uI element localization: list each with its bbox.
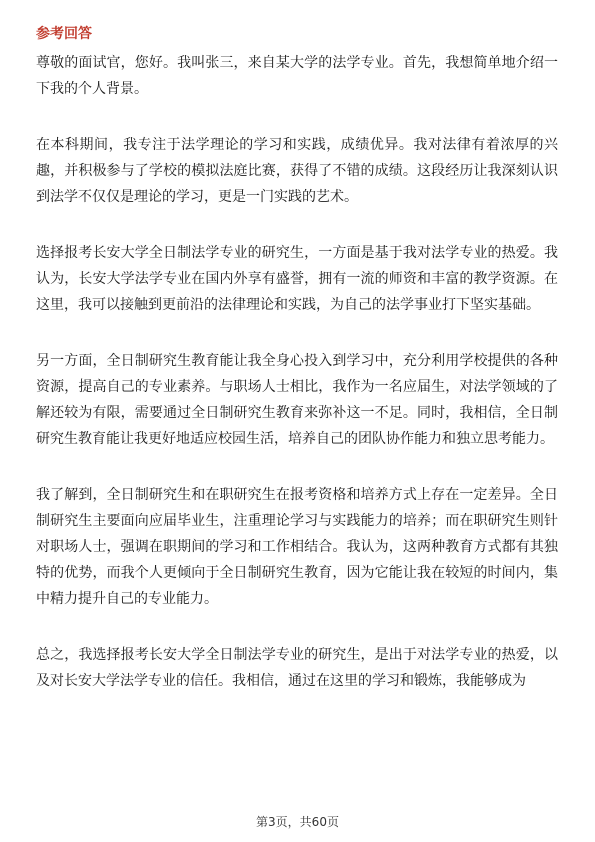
paragraph-conclusion: 总之，我选择报考长安大学全日制法学专业的研究生，是出于对法学专业的热爱，以及对长安大学法学专业的信任。我相信，通过在这里的学习和锻炼，我能够成为 [36,647,558,689]
section-heading: 参考回答 [36,26,92,42]
paragraph-reason-one: 选择报考长安大学全日制法学专业的研究生，一方面是基于我对法学专业的热爱。我认为，长安大学法学专业在国内外享有盛誉，拥有一流的师资和丰富的教学资源。在这里，我可以接触到更前沿的法律理论和实践，为自己的法学事业打下坚实基础。 [36,245,558,313]
paragraph-comparison: 我了解到，全日制研究生和在职研究生在报考资格和培养方式上存在一定差异。全日制研究生主要面向应届毕业生，注重理论学习与实践能力的培养；而在职研究生则针对职场人士，强调在职期间的学习和工作相结合。我认为，这两种教育方式都有其独特的优势，而我个人更倾向于全日制研究生教育，因为它能让我在较短的时间内，集中精力提升自己的专业能力。 [36,487,558,607]
page-number: 第3页，共60页 [256,815,339,829]
paragraph-reason-two: 另一方面，全日制研究生教育能让我全身心投入到学习中，充分利用学校提供的各种资源，提高自己的专业素养。与职场人士相比，我作为一名应届生，对法学领域的了解还较为有限，需要通过全日制研究生教育来弥补这一不足。同时，我相信，全日制研究生教育能让我更好地适应校园生活，培养自己的团队协作能力和独立思考能力。 [36,353,558,447]
answer-body [36,50,558,694]
paragraph-undergraduate: 在本科期间，我专注于法学理论的学习和实践，成绩优异。我对法律有着浓厚的兴趣，并积极参与了学校的模拟法庭比赛，获得了不错的成绩。这段经历让我深刻认识到法学不仅仅是理论的学习，更是一门实践的艺术。 [36,137,558,205]
paragraph-introduction: 尊敬的面试官，您好。我叫张三，来自某大学的法学专业。首先，我想简单地介绍一下我的个人背景。 [36,55,558,97]
